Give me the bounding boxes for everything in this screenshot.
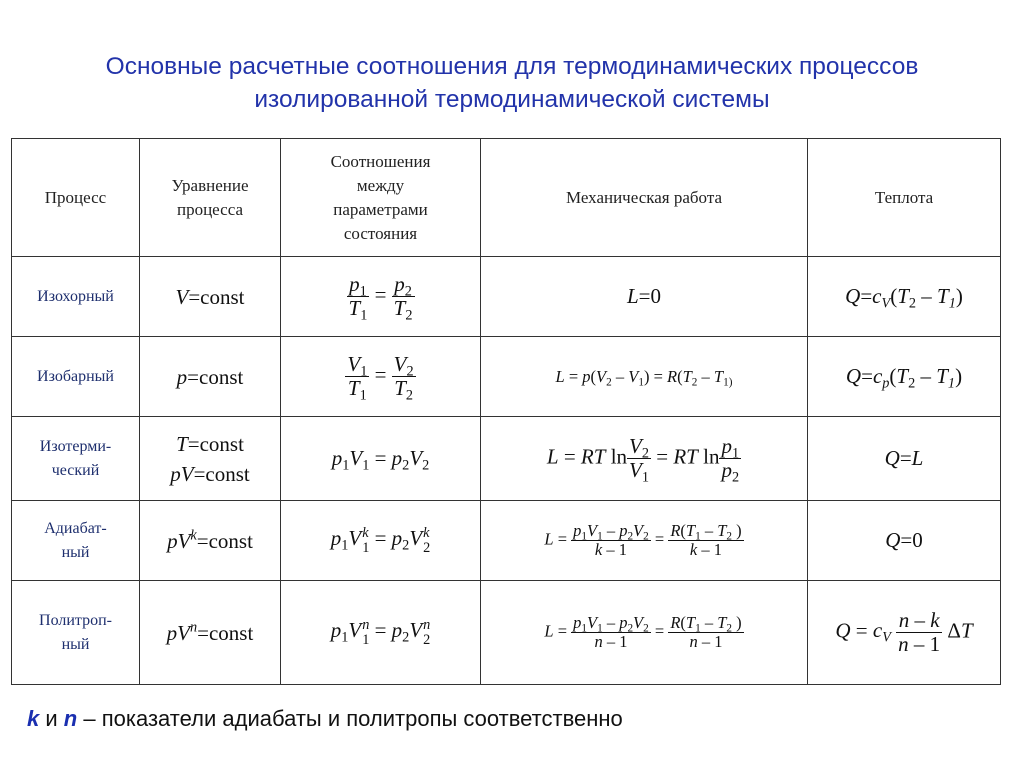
process-name-line-1: Политроп- — [39, 611, 112, 629]
table-row — [12, 581, 1001, 685]
process-equation: p=const — [140, 337, 281, 417]
process-name-line-2: ческий — [51, 461, 100, 479]
heat: $Q = c_V$ $\frac{n - k}{n - 1}$ ΔT — [808, 581, 1001, 685]
heat: Q=0 — [808, 501, 1001, 581]
process-name — [12, 501, 140, 581]
title-line-2: изолированной термодинамической системы — [254, 86, 770, 113]
heat: $Q=c_p(T_2 - T_1)$ — [808, 337, 1001, 417]
process-name-line-2: ный — [61, 543, 90, 561]
footnote-k: k — [27, 706, 40, 731]
mechanical-work: L = RT ln $\frac{V_2}{V_1}$ = RT ln $\frac{p_1}{p_2}$ — [481, 417, 808, 501]
header-equation — [140, 139, 281, 257]
header-relations-text: Соотношения между параметрами состояния — [330, 151, 431, 243]
header-heat: Теплота — [808, 139, 1001, 257]
table-row — [12, 257, 1001, 337]
header-equation-text: Уравнение процесса — [171, 175, 249, 219]
header-relations — [281, 139, 481, 257]
table-row — [12, 501, 1001, 581]
process-name-line-1: Изотерми- — [39, 437, 112, 455]
process-equation: T=const pV=const — [140, 417, 281, 501]
process-name-line-2: ный — [61, 635, 90, 653]
process-name: Изохорный — [12, 257, 140, 337]
state-relation: $p_1V_1 = p_2V_2$ — [281, 417, 481, 501]
header-row — [12, 139, 1001, 257]
footnote — [27, 706, 623, 732]
footnote-text: – показатели адиабаты и политропы соответственно — [83, 706, 623, 731]
mechanical-work: L=0 — [481, 257, 808, 337]
process-name — [12, 417, 140, 501]
title-line-1: Основные расчетные соотношения для термодинамических процессов — [105, 53, 919, 80]
process-equation: V=const — [140, 257, 281, 337]
heat: $Q=c_V(T_2 - T_1)$ — [808, 257, 1001, 337]
state-relation: $p_1V$ k 1 = $p_2V$ k 2 — [281, 501, 481, 581]
mechanical-work: L = $\frac{p_1V_1 - p_2V_2}{k - 1}$ = $\frac{R(T_1 - T_2 )}{k - 1}$ — [481, 501, 808, 581]
state-relation: $\frac{V_1}{T_1}$ = $\frac{V_2}{T_2}$ — [281, 337, 481, 417]
heat: Q=L — [808, 417, 1001, 501]
table-row — [12, 417, 1001, 501]
process-equation: $pV^k=const$ — [140, 501, 281, 581]
process-equation: $pV^n=const$ — [140, 581, 281, 685]
process-name: Изобарный — [12, 337, 140, 417]
thermo-processes-table — [11, 138, 1001, 685]
footnote-and: и — [45, 706, 58, 731]
page-title — [0, 50, 1024, 116]
state-relation: $p_1V$ n 1 = $p_2V$ n 2 — [281, 581, 481, 685]
mechanical-work: L = $\frac{p_1V_1 - p_2V_2}{n - 1}$ = $\frac{R(T_1 - T_2 )}{n - 1}$ — [481, 581, 808, 685]
process-name-line-1: Адиабат- — [44, 519, 107, 537]
footnote-n: n — [63, 706, 78, 731]
table-row — [12, 337, 1001, 417]
header-process: Процесс — [12, 139, 140, 257]
mechanical-work: $L = p(V_2 - V_1) = R(T_2 - T_{1)}$ — [481, 337, 808, 417]
state-relation: $\frac{p_1}{T_1}$ = $\frac{p_2}{T_2}$ — [281, 257, 481, 337]
header-work: Механическая работа — [481, 139, 808, 257]
process-name — [12, 581, 140, 685]
